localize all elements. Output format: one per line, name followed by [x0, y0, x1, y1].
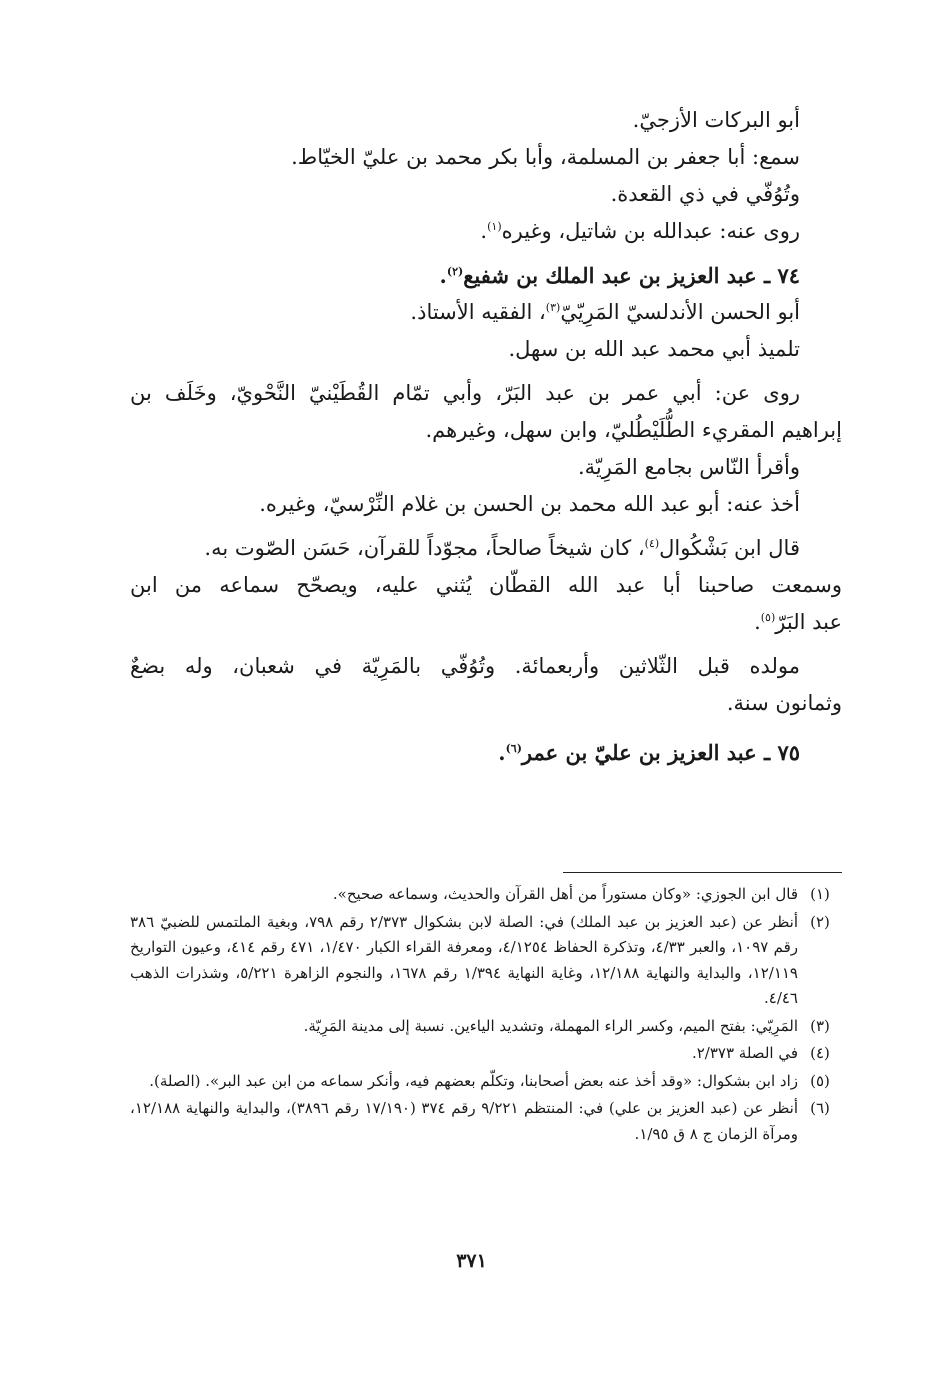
text-line: إبراهيم المقريء الطُّلَيْطُليّ، وابن سهل، وغيرهم.: [425, 418, 842, 442]
footnote: [130, 1069, 842, 1095]
footnote-ref: (٤): [644, 537, 660, 550]
footnote: [130, 1014, 842, 1040]
footnote: [130, 910, 842, 1012]
entry-title-74: ٧٤ ـ عبد العزيز بن عبد الملك بن شفيع$^{(٢)}$.: [439, 263, 800, 288]
text-line: أبو الحسن الأندلسيّ المَرِيّيّ$^{(٣)}$، الفقيه الأستاذ.: [410, 300, 800, 324]
entry-title-75: ٧٥ ـ عبد العزيز بن عليّ بن عمر$^{(٦)}$.: [498, 740, 800, 765]
footnotes: [130, 882, 842, 1149]
footnote: [130, 882, 842, 908]
footnote-text: زاد ابن بشكوال: «وقد أخذ عنه بعض أصحابنا، وتكلّم بعضهم فيه، وأنكر سماعه من ابن عبد البر». (الصلة).: [149, 1071, 798, 1090]
footnote-divider: [563, 872, 842, 873]
text-line: أبو البركات الأزجيّ.: [632, 108, 800, 132]
footnote: [130, 1096, 842, 1147]
footnote-ref: (٥): [760, 611, 776, 624]
text-line: مولده قبل الثّلاثين وأربعمائة. وتُوُفّي بالمَرِيّة في شعبان، وله بضعٌ: [130, 654, 800, 678]
footnote-ref: (٢): [446, 265, 464, 278]
text-line: وسمعت صاحبنا أبا عبد الله القطّان يُثني عليه، ويصحّح سماعه من ابن: [130, 573, 842, 597]
footnote-ref: (٣): [545, 301, 561, 314]
page-number: ٣٧١: [456, 1250, 487, 1272]
text-line: روى عنه: عبدالله بن شاتيل، وغيره$^{(١)}$.: [480, 219, 800, 243]
footnote-ref: (٦): [505, 742, 522, 755]
text-line: وتُوُفّي في ذي القعدة.: [610, 182, 800, 206]
footnote-number: (٣): [810, 1016, 830, 1035]
main-text: [130, 102, 842, 771]
text-line: عبد البَرّ$^{(٥)}$.: [754, 610, 842, 634]
text-line: وثمانون سنة.: [726, 691, 842, 715]
footnote-number: (٢): [810, 912, 830, 931]
footnote-text: أنظر عن (عبد العزيز بن عبد الملك) في: الصلة لابن بشكوال ٢/٣٧٣ رقم ٧٩٨، وبغية الملتمس للضبيّ ٣٨٦ رقم ١٠٩٧، والعبر ٤/٣٣، وتذكرة الحفاظ ٤/١٢٥٤، ومعرفة القراء الكبار ١/٤٧٠، ٤٧١ رقم ٤١٤، وعيون التواريخ ١٢/١١٩، والبداية والنهاية ١٢/١٨٨، وغاية النهاية ١/٣٩٤ رقم ١٦٧٨، والنجوم الزاهرة ٥/٢٢١، وشذرات الذهب ٤/٤٦.: [130, 912, 798, 1007]
text-line: تلميذ أبي محمد عبد الله بن سهل.: [508, 337, 800, 361]
text-line: أخذ عنه: أبو عبد الله محمد بن الحسن بن غلام النِّرْسيّ، وغيره.: [259, 492, 800, 516]
footnote-text: في الصلة ٢/٣٧٣.: [691, 1044, 798, 1062]
footnote: [130, 1041, 842, 1067]
footnote-ref: (١): [487, 220, 502, 233]
footnote-text: أنظر عن (عبد العزيز بن علي) في: المنتظم ٩/٢٢١ رقم ٣٧٤ (١٧/١٩٠ رقم ٣٨٩٦)، والبداية والنهاية ١٢/١٨٨، ومرآة الزمان ج ٨ ق ١/٩٥.: [130, 1099, 799, 1143]
text-line: روى عن: أبي عمر بن عبد البَرّ، وأبي تمّام القُطَيْنيّ النَّحْويّ، وخَلَف بن: [130, 381, 800, 405]
footnote-number: (٦): [810, 1099, 830, 1117]
text-line: سمع: أبا جعفر بن المسلمة، وأبا بكر محمد بن عليّ الخيّاط.: [291, 145, 800, 169]
footnote-number: (٤): [810, 1044, 830, 1062]
text-line: قال ابن بَشْكُوال$^{(٤)}$، كان شيخاً صالحاً، مجوّداً للقرآن، حَسَن الصّوت به.: [204, 536, 800, 560]
footnote-text: المَرِيّي: بفتح الميم، وكسر الراء المهملة، وتشديد الياءين. نسبة إلى مدينة المَرِيّة.: [303, 1016, 798, 1035]
text-line: وأقرأ النّاس بجامع المَرِيّة.: [577, 455, 800, 479]
footnote-number: (٥): [810, 1071, 830, 1090]
footnote-text: قال ابن الجوزي: «وكان مستوراً من أهل القرآن والحديث، وسماعه صحيح».: [332, 885, 798, 903]
footnote-number: (١): [810, 885, 830, 903]
